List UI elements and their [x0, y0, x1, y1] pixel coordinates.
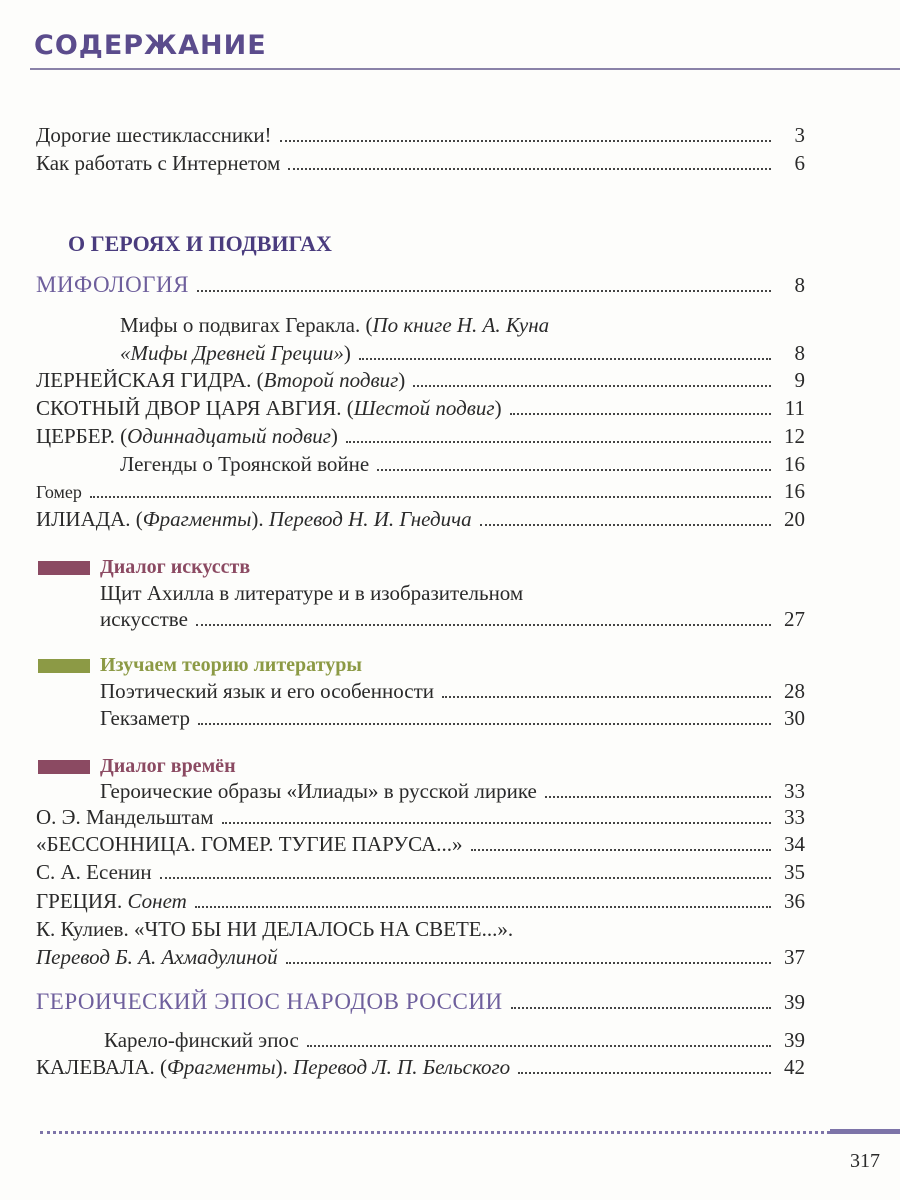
entry-title — [36, 122, 272, 148]
entry-title-text: Как работать с Интернетом — [36, 151, 281, 175]
entry-title-text: Карело-финский эпос — [104, 1028, 299, 1052]
entry-page-number: 42 — [784, 1055, 805, 1079]
toc-entry — [120, 312, 805, 338]
entry-title — [36, 479, 82, 505]
dot-leader — [377, 469, 771, 471]
toc-entry — [36, 272, 805, 298]
toc-entry — [36, 831, 805, 857]
dot-leader — [480, 524, 771, 526]
page-title: СОДЕРЖАНИЕ — [34, 30, 267, 61]
entry-title-text: ГРЕЦИЯ. — [36, 889, 128, 913]
entry-title — [120, 340, 351, 366]
entry-title — [104, 1027, 299, 1053]
dot-leader — [280, 140, 771, 142]
dot-leader — [198, 723, 771, 725]
entry-title-text: ЛЕРНЕЙСКАЯ ГИДРА. ( — [36, 368, 264, 392]
entry-title — [36, 888, 187, 914]
block-literary-theory — [38, 654, 362, 677]
entry-title-italic: Шестой подвиг — [353, 396, 495, 420]
entry-title — [36, 423, 338, 449]
dot-leader — [346, 441, 771, 443]
dot-leader — [511, 1007, 771, 1009]
entry-title — [36, 272, 189, 298]
entry-title-text: Поэтический язык и его особенности — [100, 679, 434, 703]
entry-page-number: 34 — [784, 832, 805, 856]
footer-divider — [40, 1131, 830, 1134]
entry-title — [36, 1054, 510, 1080]
dot-leader — [196, 624, 771, 626]
dot-leader — [222, 822, 771, 824]
dot-leader — [413, 385, 771, 387]
entry-page-number: 16 — [784, 479, 805, 503]
header-divider — [30, 68, 900, 70]
entry-title — [36, 150, 280, 176]
entry-page-number: 9 — [794, 368, 805, 392]
entry-title-text: С. А. Есенин — [36, 860, 152, 884]
entry-title-italic: По книге Н. А. Куна — [372, 313, 550, 337]
entry-title-italic: «Мифы Древней Греции» — [120, 341, 344, 365]
entry-page-number: 6 — [794, 151, 805, 175]
entry-page-number: 12 — [784, 424, 805, 448]
entry-title-text: О. Э. Мандельштам — [36, 805, 214, 829]
entry-page-number: 33 — [784, 805, 805, 829]
toc-entry — [36, 367, 805, 393]
page-number: 317 — [850, 1150, 880, 1172]
entry-title-text: Легенды о Троянской войне — [120, 452, 370, 476]
entry-title-text: Героические образы «Илиады» в русской лирике — [100, 779, 537, 803]
toc-entry — [36, 506, 805, 532]
block-dialog-times — [38, 755, 236, 778]
entry-title-text: ) — [494, 396, 502, 420]
entry-title-italic: Одиннадцатый подвиг — [127, 424, 331, 448]
dot-leader — [307, 1045, 771, 1047]
entry-page-number: 8 — [794, 341, 805, 365]
toc-entry — [36, 395, 805, 421]
dot-leader — [195, 906, 771, 908]
toc-entry — [100, 678, 805, 704]
dot-leader — [160, 877, 771, 879]
entry-page-number: 39 — [784, 990, 805, 1014]
entry-title-text: Гекзаметр — [100, 706, 190, 730]
entry-page-number: 35 — [784, 860, 805, 884]
entry-title-text: Щит Ахилла в литературе и в изобразительном — [100, 581, 524, 605]
toc-entry — [36, 122, 805, 148]
entry-title-text: К. Кулиев. «ЧТО БЫ НИ ДЕЛАЛОСЬ НА СВЕТЕ...». — [36, 917, 514, 941]
entry-title-italic: Перевод Л. П. Бельского — [293, 1055, 511, 1079]
entry-page-number: 3 — [794, 123, 805, 147]
entry-title-italic: Перевод Н. И. Гнедича — [268, 507, 472, 531]
toc-entry — [104, 1027, 805, 1053]
toc-entry — [36, 478, 805, 505]
dot-leader — [545, 796, 771, 798]
entry-page-number: 20 — [784, 507, 805, 531]
toc-entry — [36, 1054, 805, 1080]
entry-page-number: 27 — [784, 607, 805, 631]
dot-leader — [359, 358, 771, 360]
entry-page-number: 33 — [784, 779, 805, 803]
entry-title — [100, 606, 188, 632]
block-marker — [38, 659, 90, 673]
entry-title — [36, 367, 405, 393]
block-marker — [38, 561, 90, 575]
entry-title — [36, 395, 502, 421]
entry-page-number: 11 — [784, 396, 805, 420]
block-dialog-arts — [38, 556, 250, 579]
entry-title-text: «БЕССОННИЦА. ГОМЕР. ТУГИЕ ПАРУСА...» — [36, 832, 463, 856]
toc-entry — [36, 859, 805, 885]
toc-entry — [36, 888, 805, 914]
toc-entry — [100, 705, 805, 731]
dot-leader — [471, 849, 771, 851]
toc-entry — [100, 606, 805, 632]
toc-entry — [100, 778, 805, 804]
dot-leader — [90, 496, 771, 498]
entry-title-text: ) — [398, 368, 406, 392]
toc-entry — [36, 944, 805, 970]
entry-title-text: ЦЕРБЕР. ( — [36, 424, 128, 448]
block-label: Диалог времён — [100, 755, 236, 777]
dot-leader — [518, 1072, 771, 1074]
entry-title-text: ) — [330, 424, 338, 448]
toc-entry — [100, 580, 805, 606]
entry-title-text: ). — [251, 507, 269, 531]
toc-entry — [36, 804, 805, 830]
toc-entry — [120, 340, 805, 366]
entry-title-italic: Второй подвиг — [263, 368, 399, 392]
block-label: Изучаем теорию литературы — [100, 654, 362, 676]
dot-leader — [197, 290, 771, 292]
entry-page-number: 28 — [784, 679, 805, 703]
entry-title-text: Гомер — [36, 482, 82, 502]
entry-title-text: СКОТНЫЙ ДВОР ЦАРЯ АВГИЯ. ( — [36, 396, 354, 420]
entry-title-text: ГЕРОИЧЕСКИЙ ЭПОС НАРОДОВ РОССИИ — [36, 989, 503, 1014]
entry-page-number: 16 — [784, 452, 805, 476]
toc-entry — [36, 916, 805, 942]
section-heading: О ГЕРОЯХ И ПОДВИГАХ — [68, 231, 332, 256]
entry-page-number: 37 — [784, 945, 805, 969]
entry-title-italic: Перевод Б. А. Ахмадулиной — [36, 945, 278, 969]
entry-title — [36, 831, 463, 857]
entry-page-number: 30 — [784, 706, 805, 730]
entry-title — [100, 580, 523, 606]
entry-title — [36, 804, 214, 830]
entry-title — [36, 989, 503, 1015]
entry-title — [36, 859, 152, 885]
block-label: Диалог искусств — [100, 556, 251, 578]
dot-leader — [286, 962, 771, 964]
entry-title-italic: Фрагменты — [167, 1055, 276, 1079]
entry-title-text: искусстве — [100, 607, 188, 631]
entry-title-italic: Сонет — [127, 889, 187, 913]
toc-entry — [36, 150, 805, 176]
entry-title-text: ). — [275, 1055, 294, 1079]
entry-title — [36, 916, 513, 942]
entry-title-text: Дорогие шестиклассники! — [36, 123, 272, 147]
entry-title-text: МИФОЛОГИЯ — [36, 272, 189, 297]
toc-entry — [36, 989, 805, 1015]
entry-title — [100, 705, 190, 731]
entry-title-italic: Фрагменты — [142, 507, 252, 531]
dot-leader — [510, 413, 771, 415]
entry-title — [36, 944, 278, 970]
entry-title-text: ИЛИАДА. ( — [36, 507, 143, 531]
entry-page-number: 39 — [784, 1028, 805, 1052]
entry-title — [36, 506, 472, 532]
entry-title-text: Мифы о подвигах Геракла. ( — [120, 313, 373, 337]
footer-bar — [830, 1129, 900, 1134]
entry-title — [100, 778, 537, 804]
toc-entry — [120, 451, 805, 477]
entry-title-text: ) — [343, 341, 351, 365]
dot-leader — [288, 168, 771, 170]
entry-title — [100, 678, 434, 704]
entry-page-number: 36 — [784, 889, 805, 913]
entry-title — [120, 451, 369, 477]
entry-title — [120, 312, 549, 338]
toc-entry — [36, 423, 805, 449]
entry-page-number: 8 — [794, 273, 805, 297]
entry-title-text: КАЛЕВАЛА. ( — [36, 1055, 167, 1079]
block-marker — [38, 760, 90, 774]
dot-leader — [442, 696, 771, 698]
